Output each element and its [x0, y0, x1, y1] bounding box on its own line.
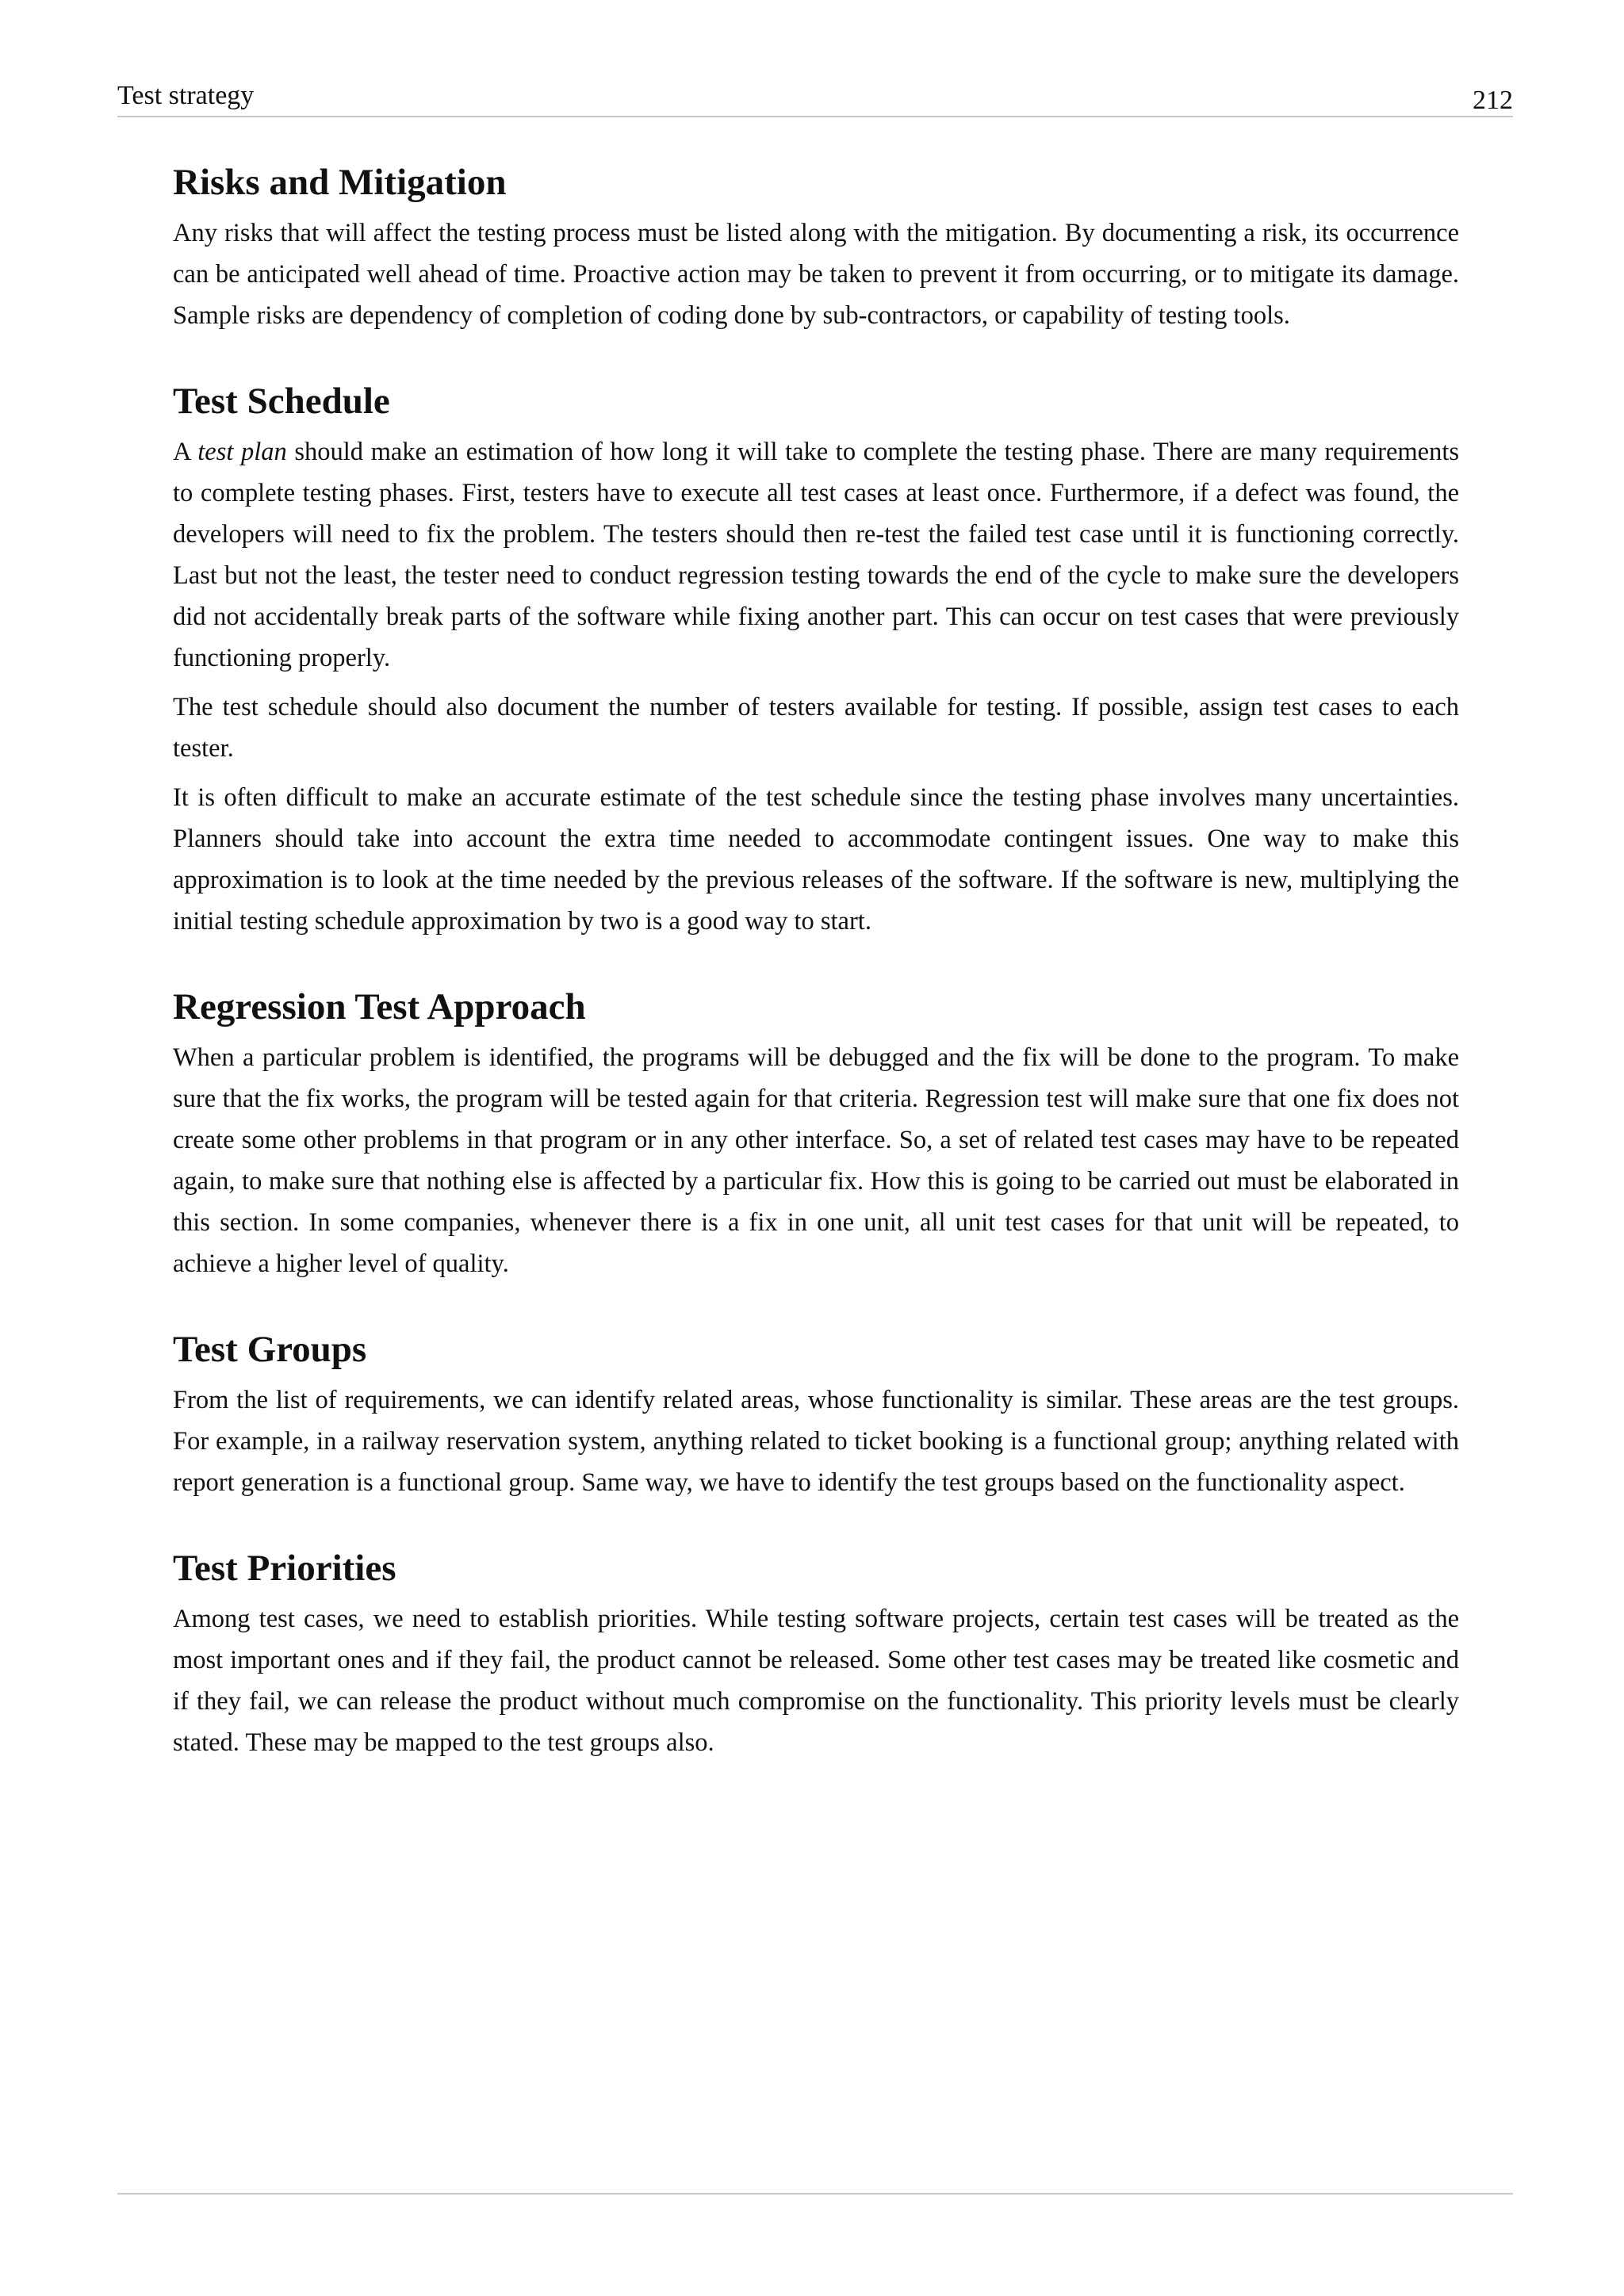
paragraph-body: should make an estimation of how long it will take to complete the testing phase. There are many requirements to complete testing phases. First, testers have to execute all test cases at least once. Furthermore, if a defect was found, the developers will need to fix the problem. The testers should then re-test the failed test case until it is functioning correctly. Last but not the least, the tester need to conduct regression testing towards the end of the cycle to make sure the developers did not accidentally break parts of the software while fixing another part. This can occur on test cases that were previously functioning properly.: [173, 438, 1459, 672]
page-content: [173, 159, 1459, 1804]
emphasis-term: test plan: [197, 438, 287, 466]
section-heading: Test Schedule: [173, 381, 390, 422]
paragraph-prefix: A: [173, 438, 198, 466]
page-number: 212: [1473, 86, 1513, 115]
paragraph: Among test cases, we need to establish priorities. While testing software projects, certain test cases will be treated as the most important ones and if they fail, the product cannot be released. Some other test cases may be treated like cosmetic and if they fail, we can release the product without much compromise on the functionality. This priority levels must be clearly stated. These may be mapped to the test groups also.: [173, 1605, 1459, 1757]
section-heading: Test Groups: [173, 1329, 367, 1370]
section-test-schedule: [173, 377, 1459, 942]
section-test-groups: [173, 1326, 1459, 1503]
section-heading: Test Priorities: [173, 1548, 396, 1589]
paragraph: Any risks that will affect the testing process must be listed along with the mitigation. By documenting a risk, its occurrence can be anticipated well ahead of time. Proactive action may be taken to prevent it from occurring, or to mitigate its damage. Sample risks are dependency of completion of coding done by sub-contractors, or capability of testing tools.: [173, 219, 1459, 330]
running-header-title: Test strategy: [117, 81, 255, 110]
section-heading: Risks and Mitigation: [173, 162, 507, 203]
paragraph: When a particular problem is identified, the programs will be debugged and the fix will be done to the program. To make sure that the fix works, the program will be tested again for that criteria. Regression test will make sure that one fix does not create some other problems in that program or in any other interface. So, a set of related test cases may have to be repeated again, to make sure that nothing else is affected by a particular fix. How this is going to be carried out must be elaborated in this section. In some companies, whenever there is a fix in one unit, all unit test cases for that unit will be repeated, to achieve a higher level of quality.: [173, 1043, 1459, 1278]
section-heading: Regression Test Approach: [173, 986, 586, 1027]
running-header: [117, 76, 1513, 117]
paragraph: The test schedule should also document the number of testers available for testing. If possible, assign test cases to each tester.: [173, 693, 1459, 763]
section-risks-and-mitigation: [173, 159, 1459, 336]
footer-rule: [117, 2193, 1513, 2195]
paragraph: It is often difficult to make an accurate estimate of the test schedule since the testing phase involves many uncertainties. Planners should take into account the extra time needed to accommodate contingent issues. One way to make this approximation is to look at the time needed by the previous releases of the software. If the software is new, multiplying the initial testing schedule approximation by two is a good way to start.: [173, 783, 1459, 936]
section-test-priorities: [173, 1544, 1459, 1763]
section-regression-test-approach: [173, 983, 1459, 1284]
paragraph: [173, 431, 1459, 679]
paragraph: From the list of requirements, we can identify related areas, whose functionality is similar. These areas are the test groups. For example, in a railway reservation system, anything related to ticket booking is a functional group; anything related with report generation is a functional group. Same way, we have to identify the test groups based on the functionality aspect.: [173, 1386, 1459, 1497]
